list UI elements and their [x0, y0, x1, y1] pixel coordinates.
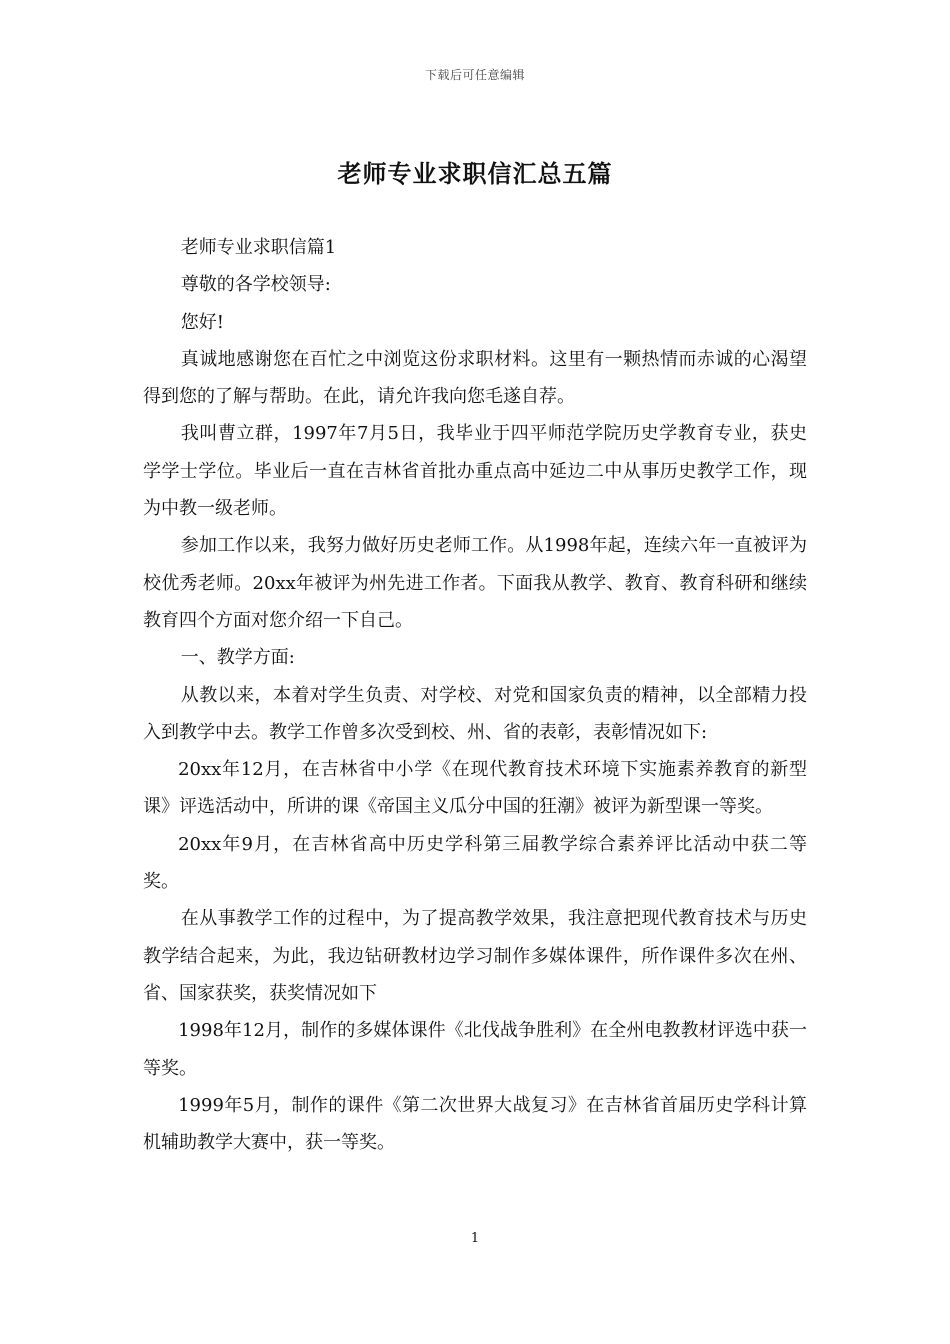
paragraph-award-3: 1998年12月，制作的多媒体课件《北伐战争胜利》在全州电教教材评选中获一等奖。 [143, 1020, 807, 1079]
paragraph-section-heading: 一、教学方面: [180, 647, 295, 669]
paragraph-award-4: 1999年5月，制作的课件《第二次世界大战复习》在吉林省首届历史学科计算机辅助教学大赛中，获一等奖。 [143, 1094, 807, 1154]
paragraph-award-1: 20xx年12月，在吉林省中小学《在现代教育技术环境下实施素养教育的新型课》评选活动中，所讲的课《帝国主义瓜分中国的狂潮》被评为新型课一等奖。 [143, 759, 807, 818]
paragraph-background: 我叫曹立群，1997年7月5日，我毕业于四平师范学院历史学教育专业，获史学学士学位。毕业后一直在吉林省首批办重点高中延边二中从事历史教学工作，现为中教一级老师。 [143, 423, 807, 520]
paragraph-greeting: 您好! [180, 311, 225, 333]
paragraph-salutation: 尊敬的各学校领导: [180, 274, 331, 296]
document-title: 老师专业求职信汇总五篇 [337, 159, 613, 188]
paragraph-teaching: 从教以来，本着对学生负责、对学校、对党和国家负责的精神，以全部精力投入到教学中去。教学工作曾多次受到校、州、省的表彰，表彰情况如下: [143, 684, 807, 743]
paragraph-award-2: 20xx年9月，在吉林省高中历史学科第三届教学综合素养评比活动中获二等奖。 [143, 833, 807, 893]
paragraph-multimedia: 在从事教学工作的过程中，为了提高教学效果，我注意把现代教育技术与历史教学结合起来，为此，我边钻研教材边学习制作多媒体课件，所作课件多次在州、省、国家获奖，获奖情况如下 [143, 908, 807, 1004]
page-number: 1 [470, 1231, 480, 1246]
paragraph-letter-heading: 老师专业求职信篇1 [180, 237, 337, 258]
paragraph-intro: 真诚地感谢您在百忙之中浏览这份求职材料。这里有一颗热情而赤诚的心渴望得到您的了解与帮助。在此，请允许我向您毛遂自荐。 [143, 348, 807, 408]
document-body [143, 229, 807, 1161]
header-note: 下载后可任意编辑 [424, 68, 525, 82]
paragraph-work-summary: 参加工作以来，我努力做好历史老师工作。从1998年起，连续六年一直被评为校优秀老师。20xx年被评为州先进工作者。下面我从教学、教育、教育科研和继续教育四个方面对您介绍一下自己。 [143, 535, 807, 631]
